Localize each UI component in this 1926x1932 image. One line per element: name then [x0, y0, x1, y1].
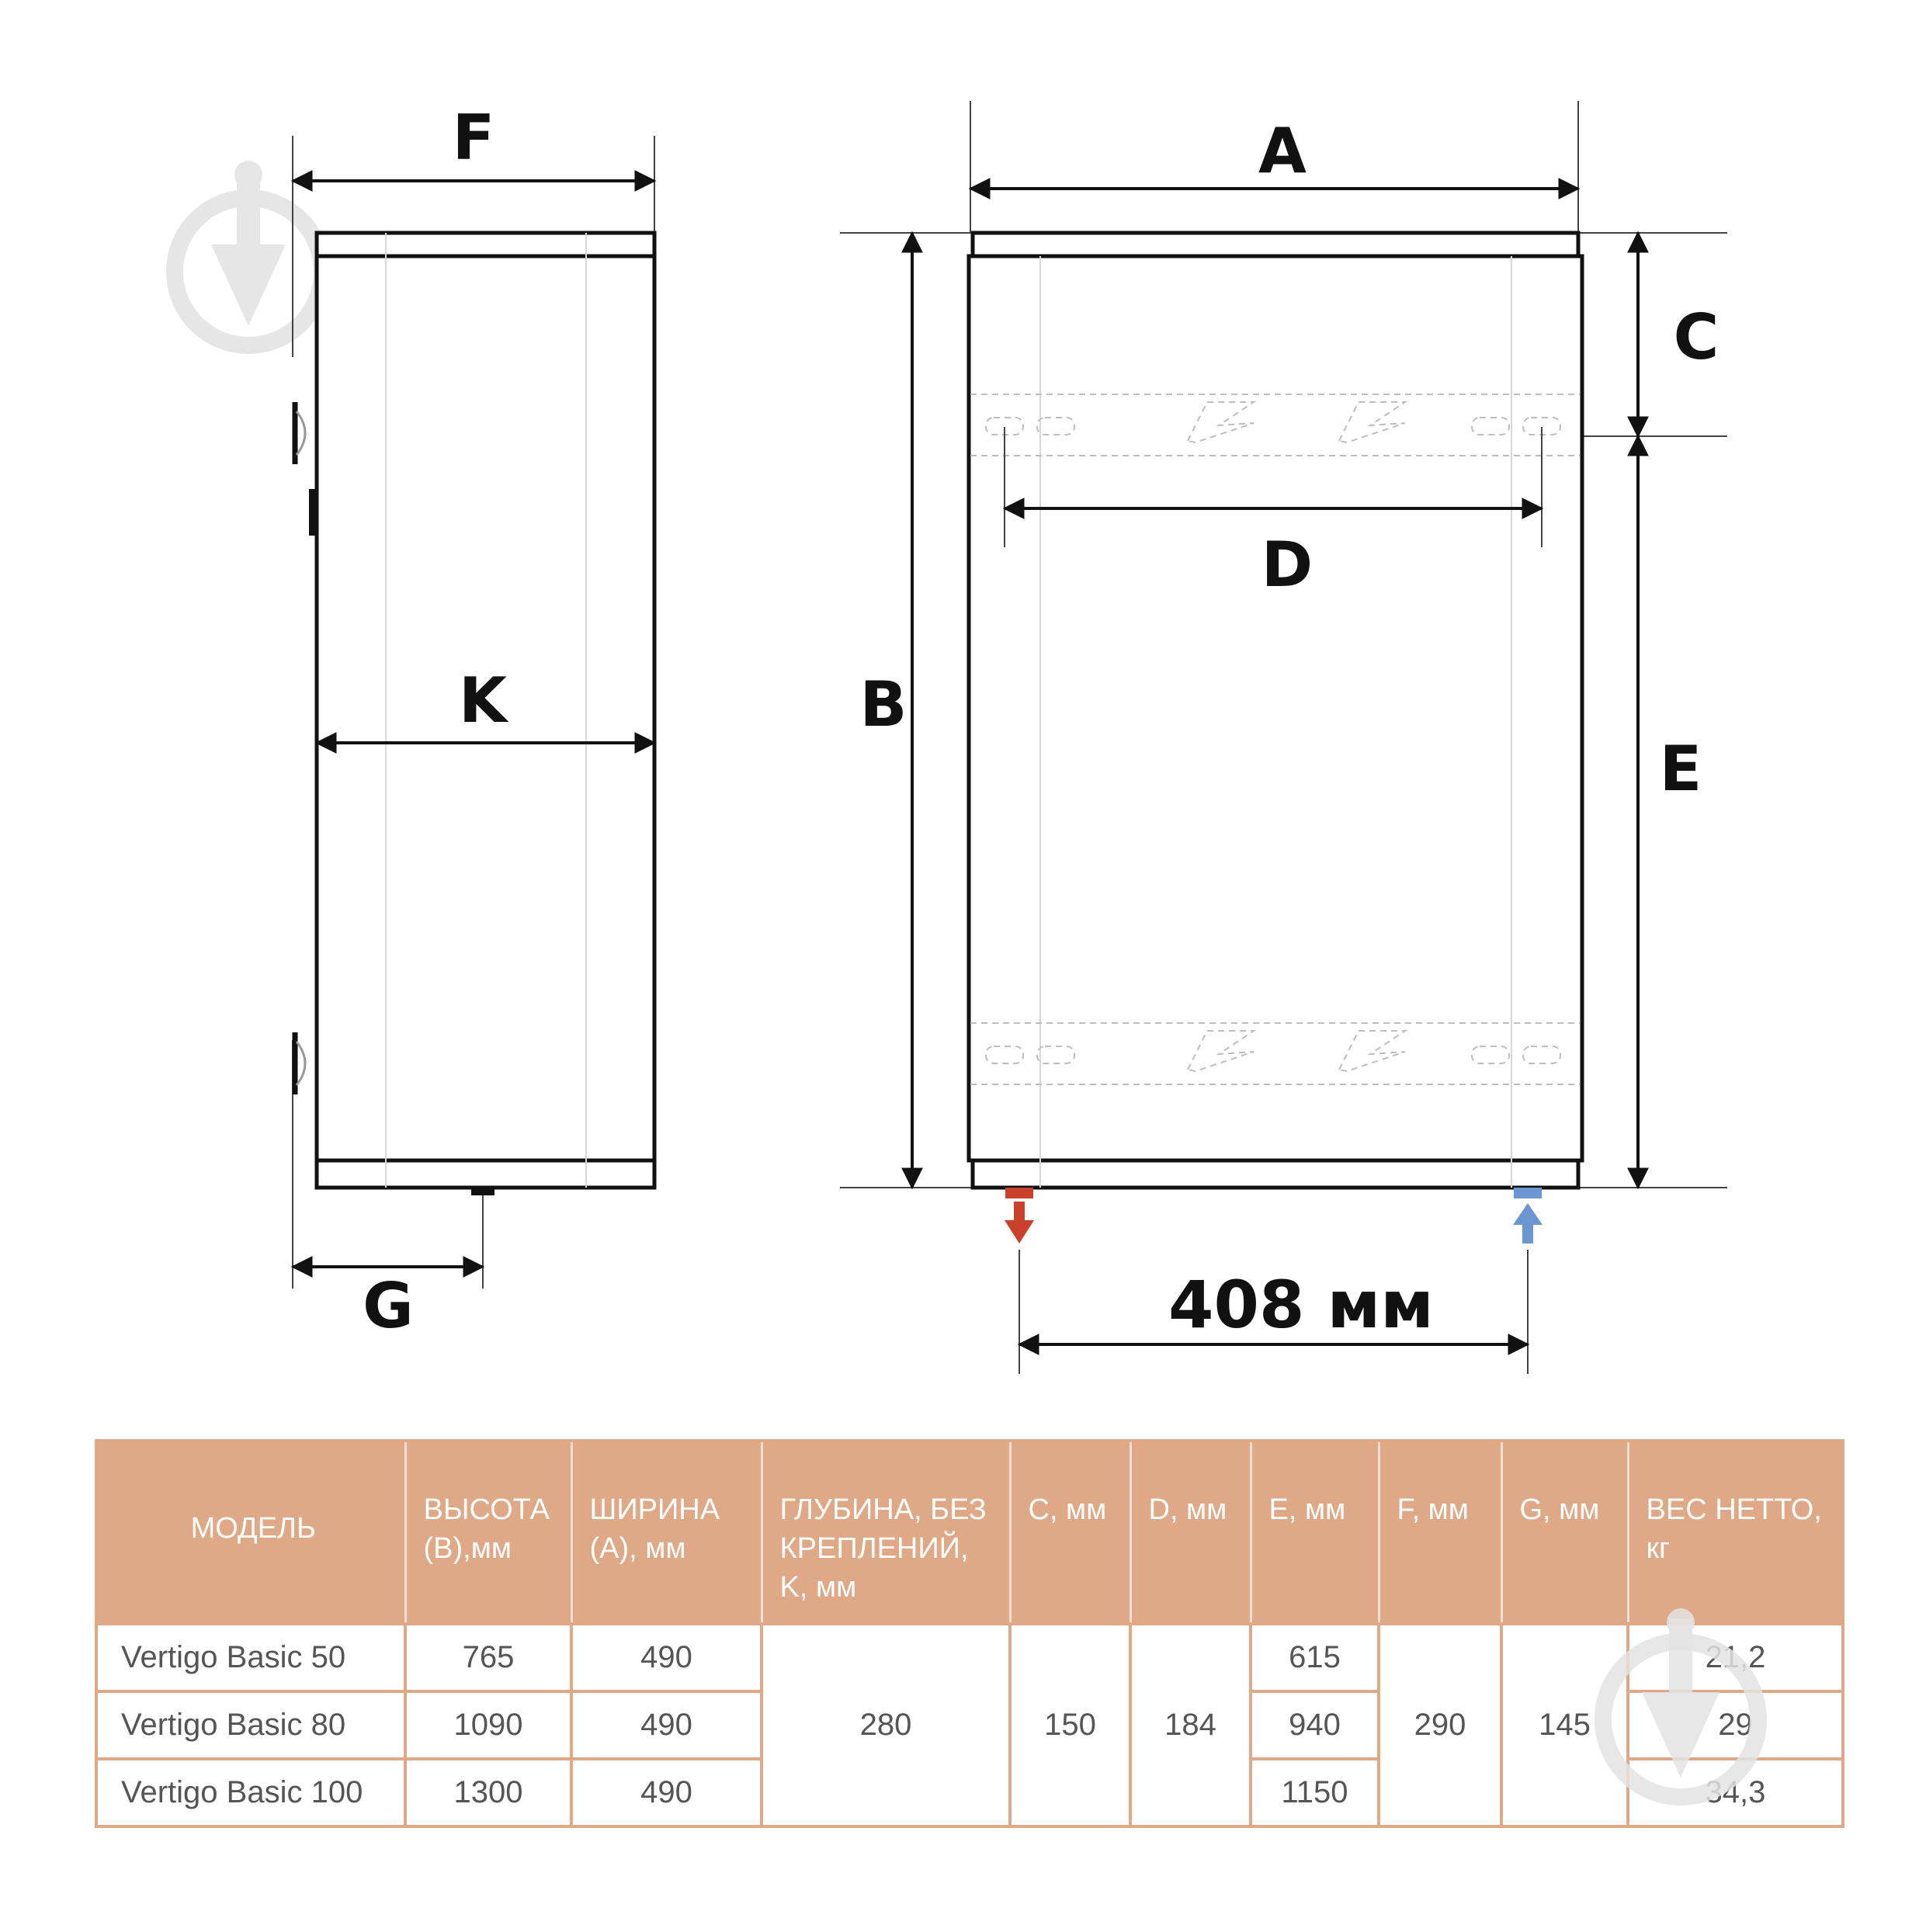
front-view: [840, 101, 1727, 1374]
label-pipe-spacing: 408 мм: [1168, 1267, 1434, 1343]
label-k: K: [459, 664, 507, 737]
cell-height: 1090: [405, 1691, 571, 1759]
cell-weight: 21,2: [1628, 1624, 1843, 1691]
header-e: E, мм: [1251, 1441, 1379, 1624]
cell-g: 145: [1501, 1624, 1628, 1826]
cold-inlet-pipe: [1514, 1188, 1542, 1198]
label-b: B: [859, 668, 907, 741]
label-c: C: [1673, 301, 1720, 373]
cell-depth: 280: [762, 1624, 1010, 1826]
header-g: G, мм: [1501, 1441, 1628, 1624]
cell-model: Vertigo Basic 50: [96, 1624, 405, 1691]
label-g: G: [363, 1270, 414, 1342]
cell-model: Vertigo Basic 80: [96, 1691, 405, 1759]
label-d: D: [1261, 529, 1313, 601]
hot-outlet-arrow-icon: [1005, 1202, 1034, 1243]
header-width: ШИРИНА (А), мм: [571, 1441, 762, 1624]
brand-watermark-icon: [1584, 1591, 1778, 1824]
cell-width: 490: [571, 1691, 762, 1759]
cell-weight: 34,3: [1628, 1759, 1843, 1826]
cell-e: 1150: [1251, 1759, 1379, 1826]
hot-outlet-pipe: [1005, 1188, 1033, 1198]
cell-width: 490: [571, 1759, 762, 1826]
label-a: A: [1258, 115, 1307, 187]
brand-watermark-icon: [175, 161, 322, 345]
cell-height: 765: [405, 1624, 571, 1691]
cell-e: 940: [1251, 1691, 1379, 1759]
header-depth: ГЛУБИНА, БЕЗ КРЕПЛЕНИЙ, K, мм: [762, 1441, 1010, 1624]
header-model: МОДЕЛЬ: [96, 1441, 405, 1624]
header-weight: ВЕС НЕТТО, кг: [1628, 1441, 1843, 1624]
header-height: ВЫСОТА (B),мм: [405, 1441, 571, 1624]
cell-width: 490: [571, 1624, 762, 1691]
header-f: F, мм: [1379, 1441, 1501, 1624]
label-e: E: [1659, 733, 1702, 805]
cell-model: Vertigo Basic 100: [96, 1759, 405, 1826]
spec-table: [95, 1439, 1844, 1828]
header-c: C, мм: [1010, 1441, 1130, 1624]
cell-e: 615: [1251, 1624, 1379, 1691]
cold-inlet-arrow-icon: [1513, 1203, 1543, 1243]
header-d: D, мм: [1130, 1441, 1251, 1624]
cell-f: 290: [1379, 1624, 1501, 1826]
side-view: [293, 102, 654, 1342]
table-header-row: [96, 1441, 1843, 1624]
cell-height: 1300: [405, 1759, 571, 1826]
label-f: F: [452, 102, 495, 174]
cell-d: 184: [1130, 1624, 1251, 1826]
table-row: [96, 1624, 1843, 1691]
cell-weight: 29: [1628, 1691, 1843, 1759]
cell-c: 150: [1010, 1624, 1130, 1826]
